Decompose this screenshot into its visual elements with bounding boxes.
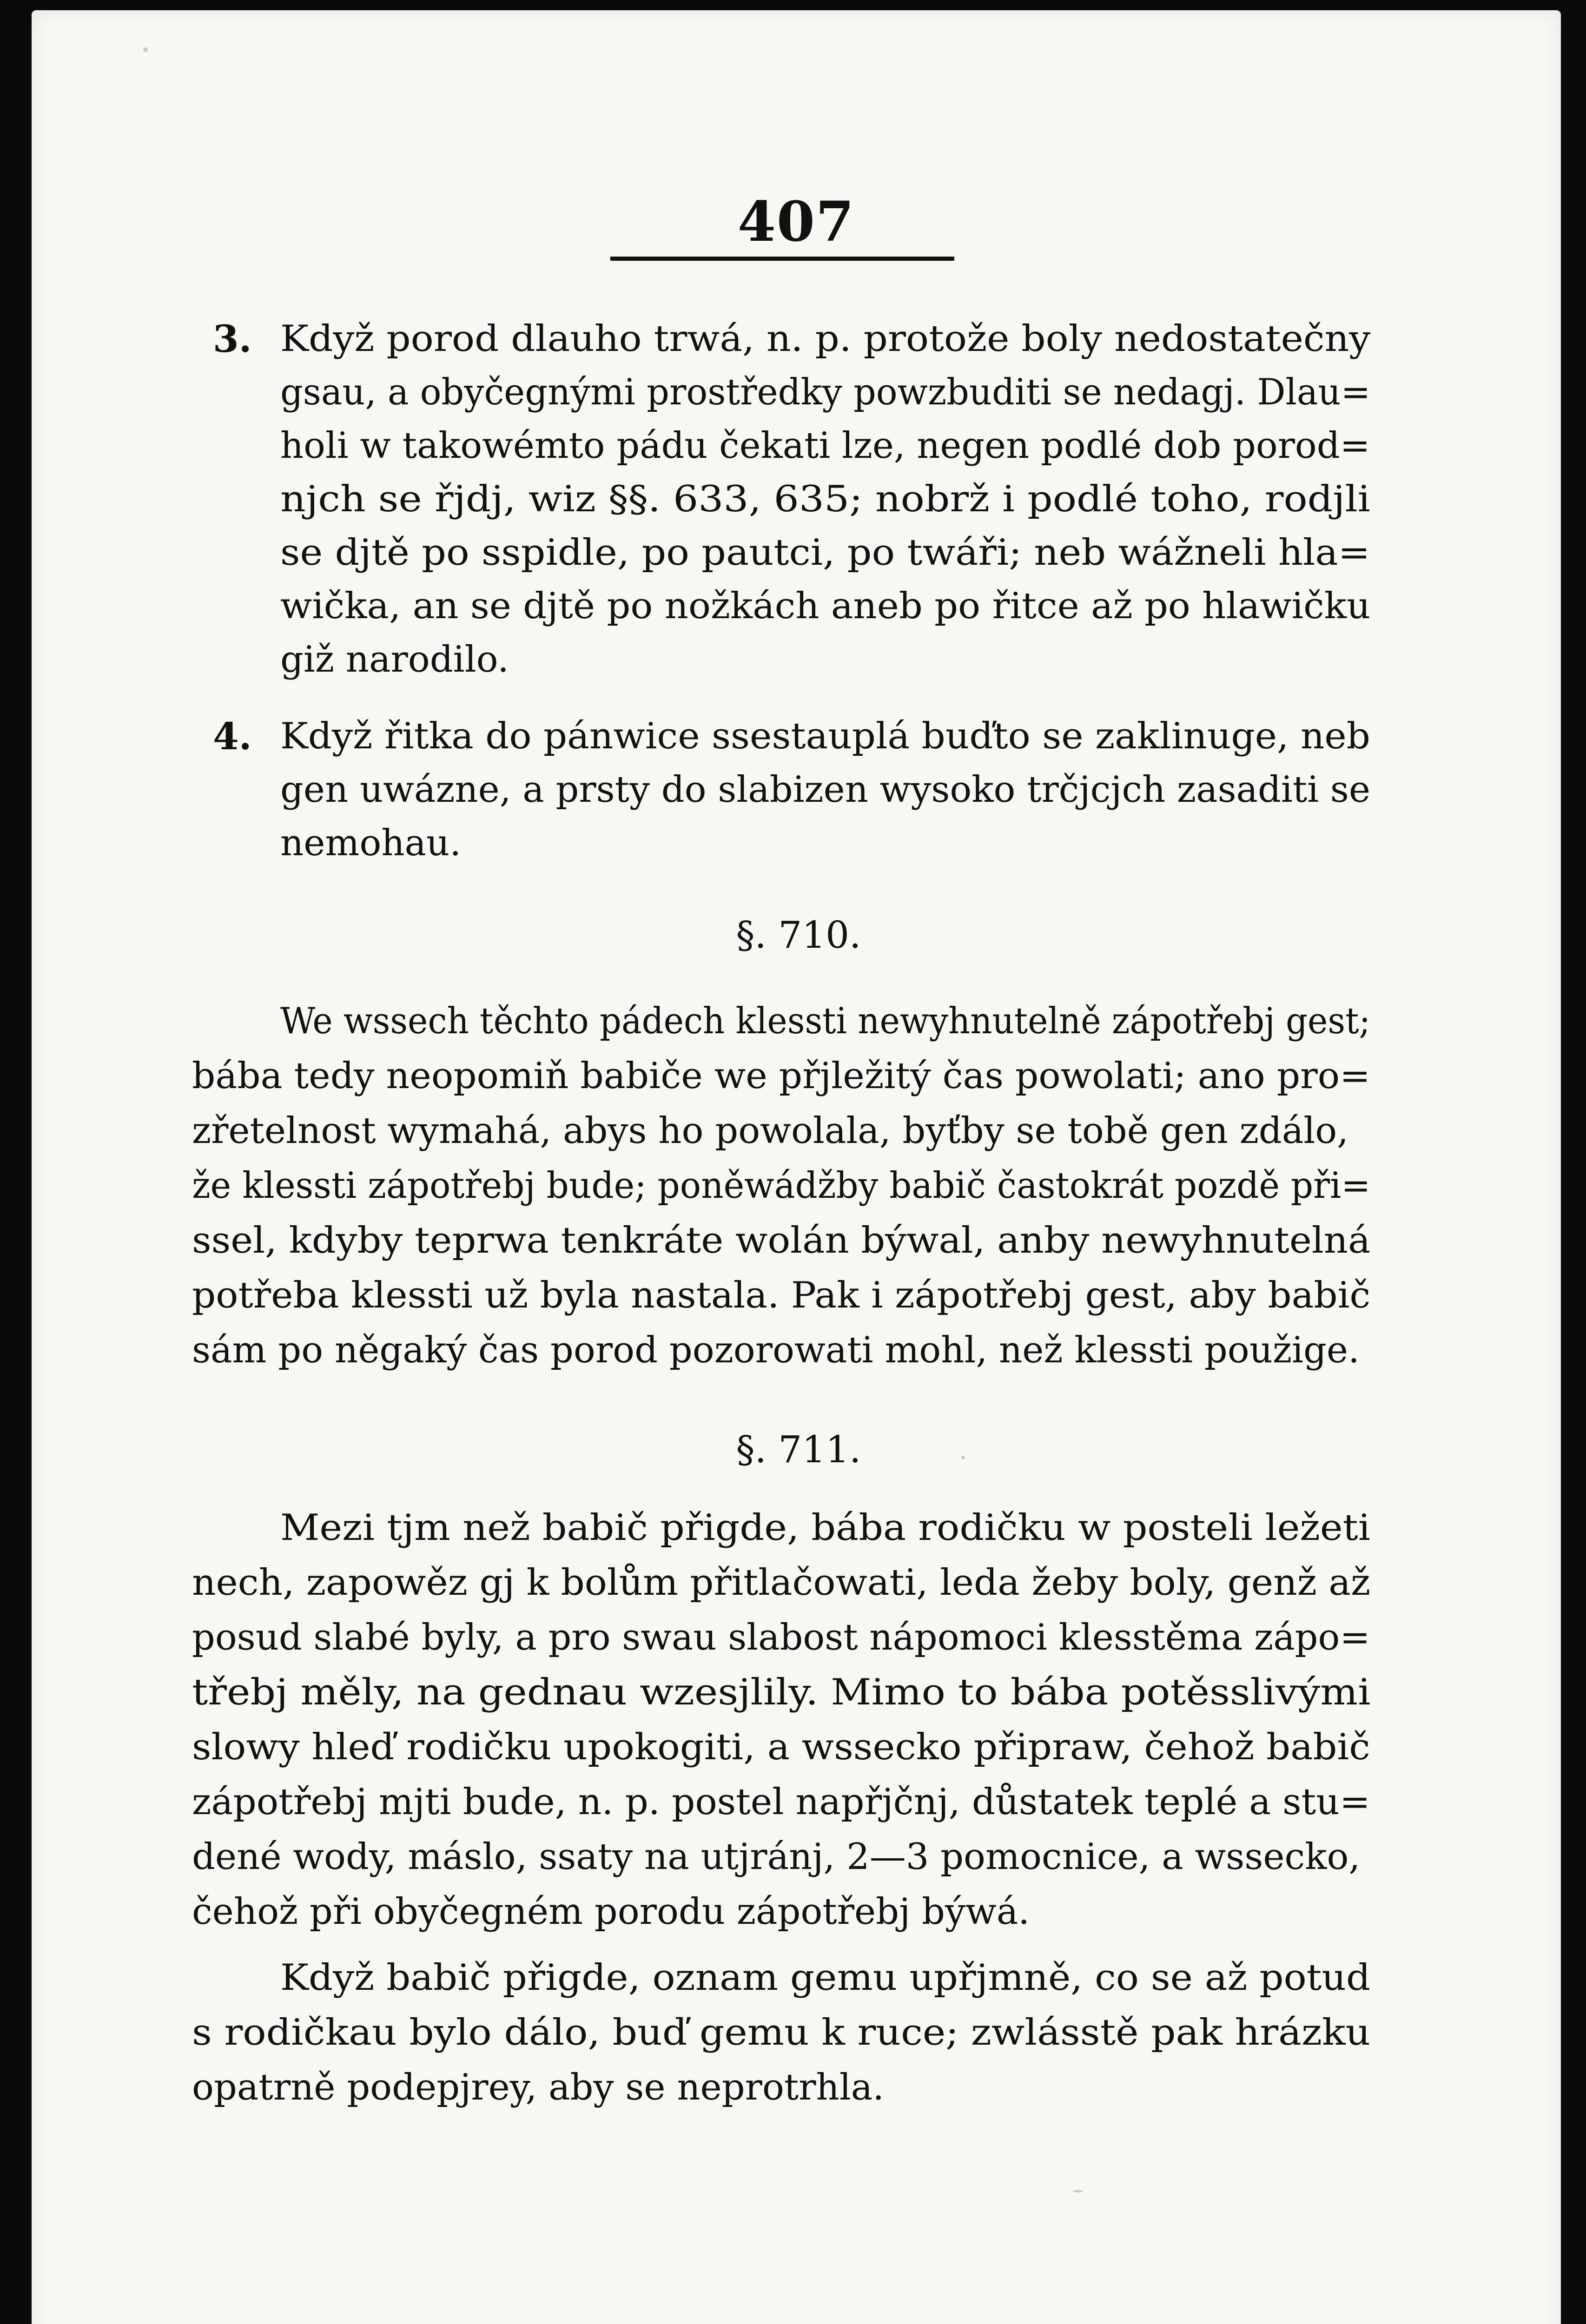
s711-line-8: čehož při obyčegném porodu zápotřebj býwá. [192,1891,1030,1933]
book-page [32,10,1561,2324]
header-rule [610,257,954,261]
scan-speck [961,1456,965,1459]
s711-line-1: Mezi tjm než babič přigde, bába rodičku w posteli ležeti [280,1507,1371,1549]
scan-speck [143,47,148,52]
s710-line-6: potřeba klessti už byla nastala. Pak i zápotřebj gest, aby babič [192,1274,1371,1316]
s710-line-7: sám po něgaký čas porod pozorowati mohl, než klessti použige. [192,1329,1360,1371]
item-3-line-1: Když porod dlauho trwá, n. p. protože boly nedostatečny [280,318,1371,360]
s711-line-3: posud slabé byly, a pro swau slabost nápomoci klesstěma zápo= [192,1617,1370,1658]
item-3-line-5: se djtě po sspidle, po pautci, po twáři; neb wážneli hla= [280,532,1370,574]
item-4-number: 4. [213,714,252,758]
item-3-line-6: wička, an se djtě po nožkách aneb po řitce až po hlawičku [280,585,1371,627]
item-3-number: 3. [213,317,252,361]
item-3-line-3: holi w takowémto pádu čekati lze, negen podlé dob porod= [280,425,1370,467]
page-text [32,10,1561,2324]
section-710-heading: §. 710. [736,913,861,957]
s711-line-6: zápotřebj mjti bude, n. p. postel napřjčnj, důstatek teplé a stu= [192,1781,1370,1823]
section-711-heading: §. 711. [736,1428,861,1471]
page-number: 407 [737,189,855,254]
scan-speck [1073,2190,1083,2192]
s711-line-4: třebj měly, na gednau wzesjlily. Mimo to bába potěsslivými [192,1671,1371,1713]
s711-p2-line-3: opatrně podepjrey, aby se neprotrhla. [192,2067,885,2108]
item-4-line-3: nemohau. [280,822,462,864]
s710-line-1: We wssech těchto pádech klessti newyhnutelně zápotřebj gest; [280,1000,1371,1042]
item-3-line-2: gsau, a obyčegnými prostředky powzbuditi se nedagj. Dlau= [280,371,1371,413]
s710-line-5: ssel, kdyby teprwa tenkráte wolán býwal, anby newyhnutelná [192,1220,1371,1261]
s711-line-5: slowy hleď rodičku upokogiti, a wssecko připraw, čehož babič [192,1726,1370,1768]
item-4-line-1: Když řitka do pánwice ssestauplá buďto se zaklinuge, neb [280,715,1370,757]
s710-line-3: zřetelnost wymahá, abys ho powolala, byťby se tobě gen zdálo, [192,1110,1349,1152]
s710-line-2: bába tedy neopomiň babiče we přjležitý čas powolati; ano pro= [192,1055,1371,1097]
item-3-line-4: njch se řjdj, wiz §§. 633, 635; nobrž i podlé toho, rodjli [280,478,1370,520]
s711-line-7: dené wody, máslo, ssaty na utjránj, 2—3 pomocnice, a wssecko, [192,1836,1361,1878]
s711-p2-line-1: Když babič přigde, oznam gemu upřjmně, co se až potud [280,1957,1371,1999]
s711-line-2: nech, zapowěz gj k bolům přitlačowati, leda žeby boly, genž až [192,1562,1371,1604]
s710-line-4: že klessti zápotřebj bude; poněwádžby babič častokrát pozdě při= [192,1165,1371,1207]
item-3-line-7: giž narodilo. [280,639,509,680]
s711-p2-line-2: s rodičkau bylo dálo, buď gemu k ruce; zwlásstě pak hrázku [192,2012,1371,2053]
item-4-line-2: gen uwázne, a prsty do slabizen wysoko trčjcjch zasaditi se [280,769,1370,811]
